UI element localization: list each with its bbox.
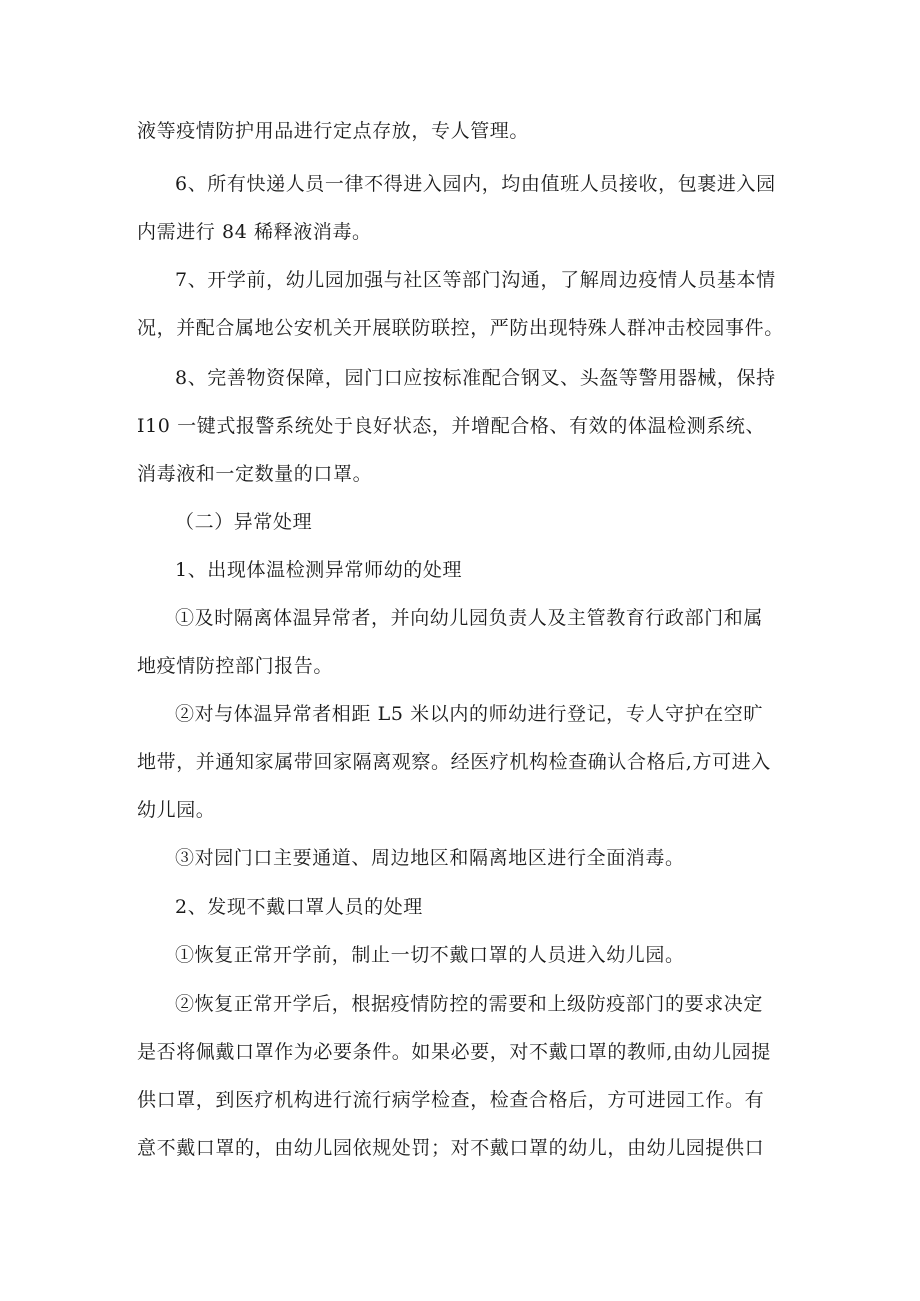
- paragraph-item-7: [137, 256, 797, 352]
- text-line: 地带，并通知家属带回家隔离观察。经医疗机构检查确认合格后,方可进入: [137, 751, 771, 773]
- paragraph-disinfect: [137, 834, 797, 882]
- text-line: I10 一键式报警系统处于良好状态，并增配合格、有效的体温检测系统、: [137, 415, 766, 437]
- section-heading-abnormal-handling: [137, 498, 797, 546]
- paragraph-item-8: [137, 354, 797, 498]
- subheading-temperature-abnormal: [137, 546, 797, 594]
- text-line: 是否将佩戴口罩作为必要条件。如果必要，对不戴口罩的教师,由幼儿园提: [137, 1041, 771, 1063]
- text-line: 6、所有快递人员一律不得进入园内，均由值班人员接收，包裹进入园: [175, 173, 776, 195]
- text-line: 8、完善物资保障，园门口应按标准配合钢叉、头盔等警用器械，保持: [175, 367, 776, 389]
- paragraph-before-reopen: [137, 931, 797, 979]
- text-line: ③对园门口主要通道、周边地区和隔离地区进行全面消毒。: [175, 847, 685, 869]
- text-line: 2、发现不戴口罩人员的处理: [175, 896, 423, 918]
- text-line: ①及时隔离体温异常者，并向幼儿园负责人及主管教育行政部门和属: [175, 607, 764, 629]
- text-line: 地疫情防控部门报告。: [137, 655, 334, 677]
- text-line: 7、开学前，幼儿园加强与社区等部门沟通，了解周边疫情人员基本情: [175, 269, 776, 291]
- text-line: 况，并配合属地公安机关开展联防联控，严防出现特殊人群冲击校园事件。: [137, 317, 784, 339]
- text-line: ②恢复正常开学后，根据疫情防控的需要和上级防疫部门的要求决定: [175, 993, 764, 1015]
- text-line: 幼儿园。: [137, 799, 216, 821]
- text-line: 液等疫情防护用品进行定点存放，专人管理。: [137, 120, 530, 142]
- paragraph-item-6: [137, 160, 797, 256]
- paragraph-isolate: [137, 594, 797, 690]
- text-line: 1、出现体温检测异常师幼的处理: [175, 559, 463, 581]
- text-line: 内需进行 84 稀释液消毒。: [137, 221, 372, 243]
- text-line: 意不戴口罩的，由幼儿园依规处罚；对不戴口罩的幼儿，由幼儿园提供口: [137, 1137, 765, 1159]
- text-line: 消毒液和一定数量的口罩。: [137, 463, 373, 485]
- paragraph-continuation: [137, 107, 797, 155]
- text-line: ①恢复正常开学前，制止一切不戴口罩的人员进入幼儿园。: [175, 944, 685, 966]
- paragraph-register-contacts: [137, 690, 797, 834]
- paragraph-after-reopen: [137, 980, 797, 1172]
- text-line: （二）异常处理: [175, 511, 313, 533]
- text-line: ②对与体温异常者相距 L5 米以内的师幼进行登记，专人守护在空旷: [175, 703, 763, 725]
- text-line: 供口罩，到医疗机构进行流行病学检查，检查合格后，方可进园工作。有: [137, 1089, 765, 1111]
- subheading-no-mask: [137, 883, 797, 931]
